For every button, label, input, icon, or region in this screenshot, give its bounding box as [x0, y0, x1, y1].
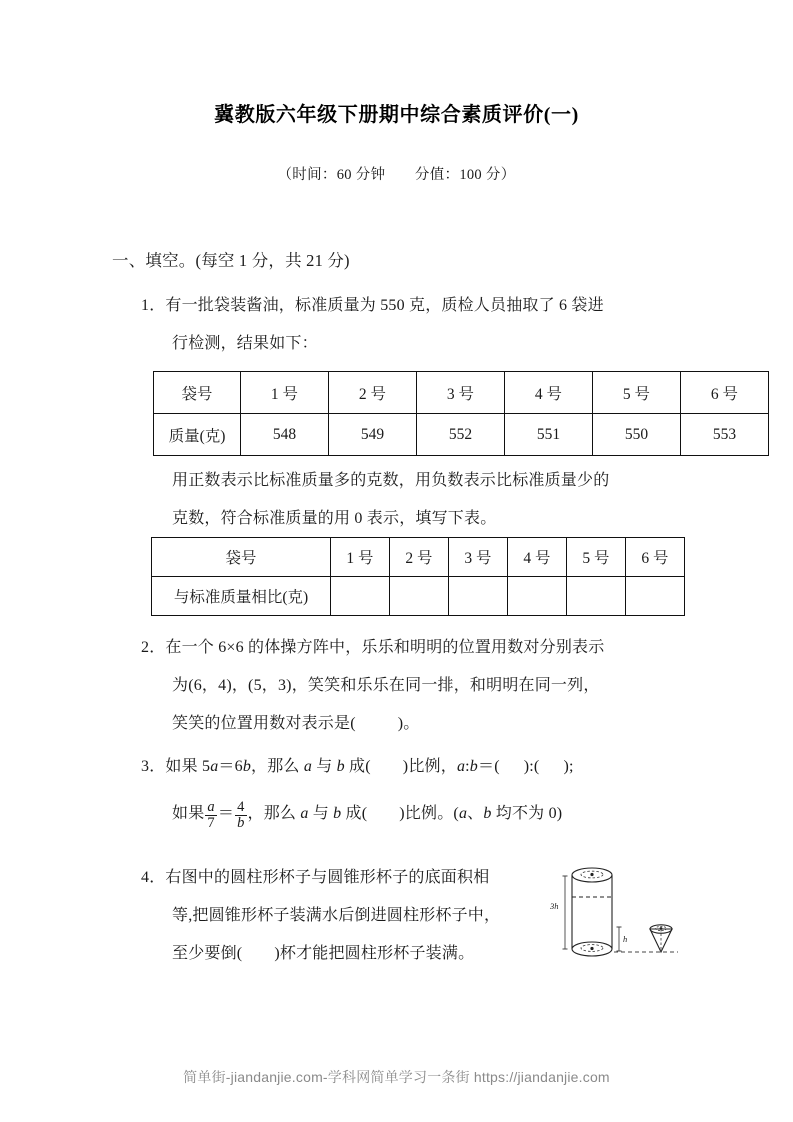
cone-height-label: h: [623, 934, 628, 944]
question-3-number: 3．: [141, 758, 166, 775]
q3-t2d: 与: [308, 805, 334, 822]
q3-t1a: 如果 5: [165, 758, 211, 775]
q3-var-b-3: b: [469, 758, 478, 775]
question-1-note-2: 克数，符合标准质量的用 0 表示，填写下表。: [172, 510, 497, 527]
table-cell-bag-1: 1 号: [241, 372, 329, 414]
q3-equals: ＝: [217, 805, 235, 822]
question-4-line-3: [172, 940, 474, 963]
fraction-denominator: 7: [207, 814, 215, 831]
question-4-text-3b: )杯才能把圆柱形杯子装满。: [274, 945, 475, 962]
q3-var-b-1: b: [242, 758, 252, 775]
question-4-line-2: 等,把圆锥形杯子装满水后倒进圆柱形杯子中，: [172, 907, 501, 924]
table-header-difference: 与标准质量相比(克): [152, 577, 331, 616]
figure-cylinder-and-cone: [546, 861, 696, 969]
question-3-line-2: [172, 800, 562, 831]
table-cell-bag-2: 2 号: [329, 372, 417, 414]
q3-t1e: ，那么: [251, 758, 304, 775]
table-header-mass: 质量(克): [154, 414, 241, 456]
q3-t1o: ):(: [523, 758, 540, 775]
answer-cell-bag-4[interactable]: [508, 577, 567, 616]
cylinder-top-center-dot: [590, 873, 593, 876]
table-cell-mass-1: 548: [241, 414, 329, 456]
question-2-text-3a: 笑笑的位置用数对表示是(: [172, 715, 356, 732]
table-cell-mass-2: 549: [329, 414, 417, 456]
q3-t2k: 均不为 0): [491, 805, 563, 822]
table-row: [152, 538, 685, 577]
fraction-numerator: 4: [237, 799, 245, 816]
table-cell-bag-6: 6 号: [626, 538, 685, 577]
table-cell-bag-5: 5 号: [593, 372, 681, 414]
answer-cell-bag-5[interactable]: [567, 577, 626, 616]
q3-t2a: 如果: [172, 805, 205, 822]
answer-cell-bag-6[interactable]: [626, 577, 685, 616]
fraction-4-over-b: [235, 800, 246, 831]
question-2-number: 2．: [141, 639, 166, 656]
question-4-line-1: [141, 864, 489, 887]
question-2-text-1: 在一个 6×6 的体操方阵中，乐乐和明明的位置用数对分别表示: [165, 639, 605, 656]
question-4-text-1: 右图中的圆柱形杯子与圆锥形杯子的底面积相: [165, 869, 490, 886]
table-cell-bag-3: 3 号: [417, 372, 505, 414]
fraction-a-over-7: [205, 800, 216, 831]
q3-t2g: )比例。(: [399, 805, 459, 822]
q3-t1c: ＝6: [218, 758, 243, 775]
table-header-bag-number: 袋号: [154, 372, 241, 414]
q3-t1j: )比例，: [402, 758, 457, 775]
q3-t1p: );: [563, 758, 574, 775]
q3-var-b-4: b: [333, 805, 342, 822]
exam-meta-line: （时间：60 分钟 分值：100 分）: [277, 167, 516, 183]
table-cell-mass-3: 552: [417, 414, 505, 456]
question-2-text-3b: )。: [397, 715, 420, 732]
answer-cell-bag-3[interactable]: [449, 577, 508, 616]
q3-t1n: ＝(: [478, 758, 500, 775]
q3-var-a-5: a: [458, 805, 468, 822]
question-1-line-2: 行检测，结果如下：: [172, 335, 318, 352]
q3-var-a-1: a: [210, 758, 219, 775]
table-cell-bag-4: 4 号: [508, 538, 567, 577]
answer-cell-bag-1[interactable]: [331, 577, 390, 616]
q3-t2b: ，那么: [247, 805, 301, 822]
q3-var-b-5: b: [483, 805, 492, 822]
q3-t1g: 与: [312, 758, 337, 775]
question-4-text-3a: 至少要倒(: [172, 945, 243, 962]
question-1-number: 1．: [141, 297, 166, 314]
table-row: [154, 372, 769, 414]
table-cell-mass-5: 550: [593, 414, 681, 456]
q3-var-a-2: a: [303, 758, 313, 775]
table-row: [152, 577, 685, 616]
table-cell-bag-1: 1 号: [331, 538, 390, 577]
cylinder-height-label: 3h: [550, 901, 559, 911]
table-cell-mass-6: 553: [681, 414, 769, 456]
table-cell-bag-3: 3 号: [449, 538, 508, 577]
page-title: 冀教版六年级下册期中综合素质评价(一): [214, 104, 579, 126]
cylinder-bottom-center-dot: [590, 947, 593, 950]
fraction-denominator: b: [237, 814, 245, 831]
table-row: [154, 414, 769, 456]
question-2-line-1: [141, 634, 604, 657]
question-4-number: 4．: [141, 869, 166, 886]
table-cell-bag-2: 2 号: [390, 538, 449, 577]
question-1-line-1: [141, 292, 604, 315]
table-cell-bag-4: 4 号: [505, 372, 593, 414]
answer-cell-bag-2[interactable]: [390, 577, 449, 616]
q3-var-b-2: b: [336, 758, 345, 775]
q3-t1l: :: [465, 758, 470, 775]
table-compare-to-standard: [151, 537, 685, 616]
q3-var-a-3: a: [456, 758, 466, 775]
q3-t2i: 、: [467, 805, 484, 822]
question-2-line-3: [172, 710, 419, 733]
question-1-note-1: 用正数表示比标准质量多的克数，用负数表示比标准质量少的: [172, 472, 610, 489]
footer-watermark: 简单街-jiandanjie.com-学科网简单学习一条街 https://jiandanjie.com: [183, 1069, 610, 1085]
question-1-text-1: 有一批袋装酱油，标准质量为 550 克，质检人员抽取了 6 袋进: [165, 297, 604, 314]
q3-var-a-4: a: [300, 805, 309, 822]
question-2-line-2: 为(6，4)，(5，3)，笑笑和乐乐在同一排，和明明在同一列，: [172, 677, 600, 694]
q3-t2f: 成(: [341, 805, 368, 822]
table-cell-mass-4: 551: [505, 414, 593, 456]
q3-t1i: 成(: [344, 758, 371, 775]
table-header-bag-number: 袋号: [152, 538, 331, 577]
fraction-numerator: a: [207, 799, 215, 816]
section-heading-fill-in-blanks: 一、填空。(每空 1 分，共 21 分): [112, 251, 350, 270]
question-3-line-1: [141, 753, 574, 776]
table-bag-masses: [153, 371, 769, 456]
table-cell-bag-5: 5 号: [567, 538, 626, 577]
table-cell-bag-6: 6 号: [681, 372, 769, 414]
